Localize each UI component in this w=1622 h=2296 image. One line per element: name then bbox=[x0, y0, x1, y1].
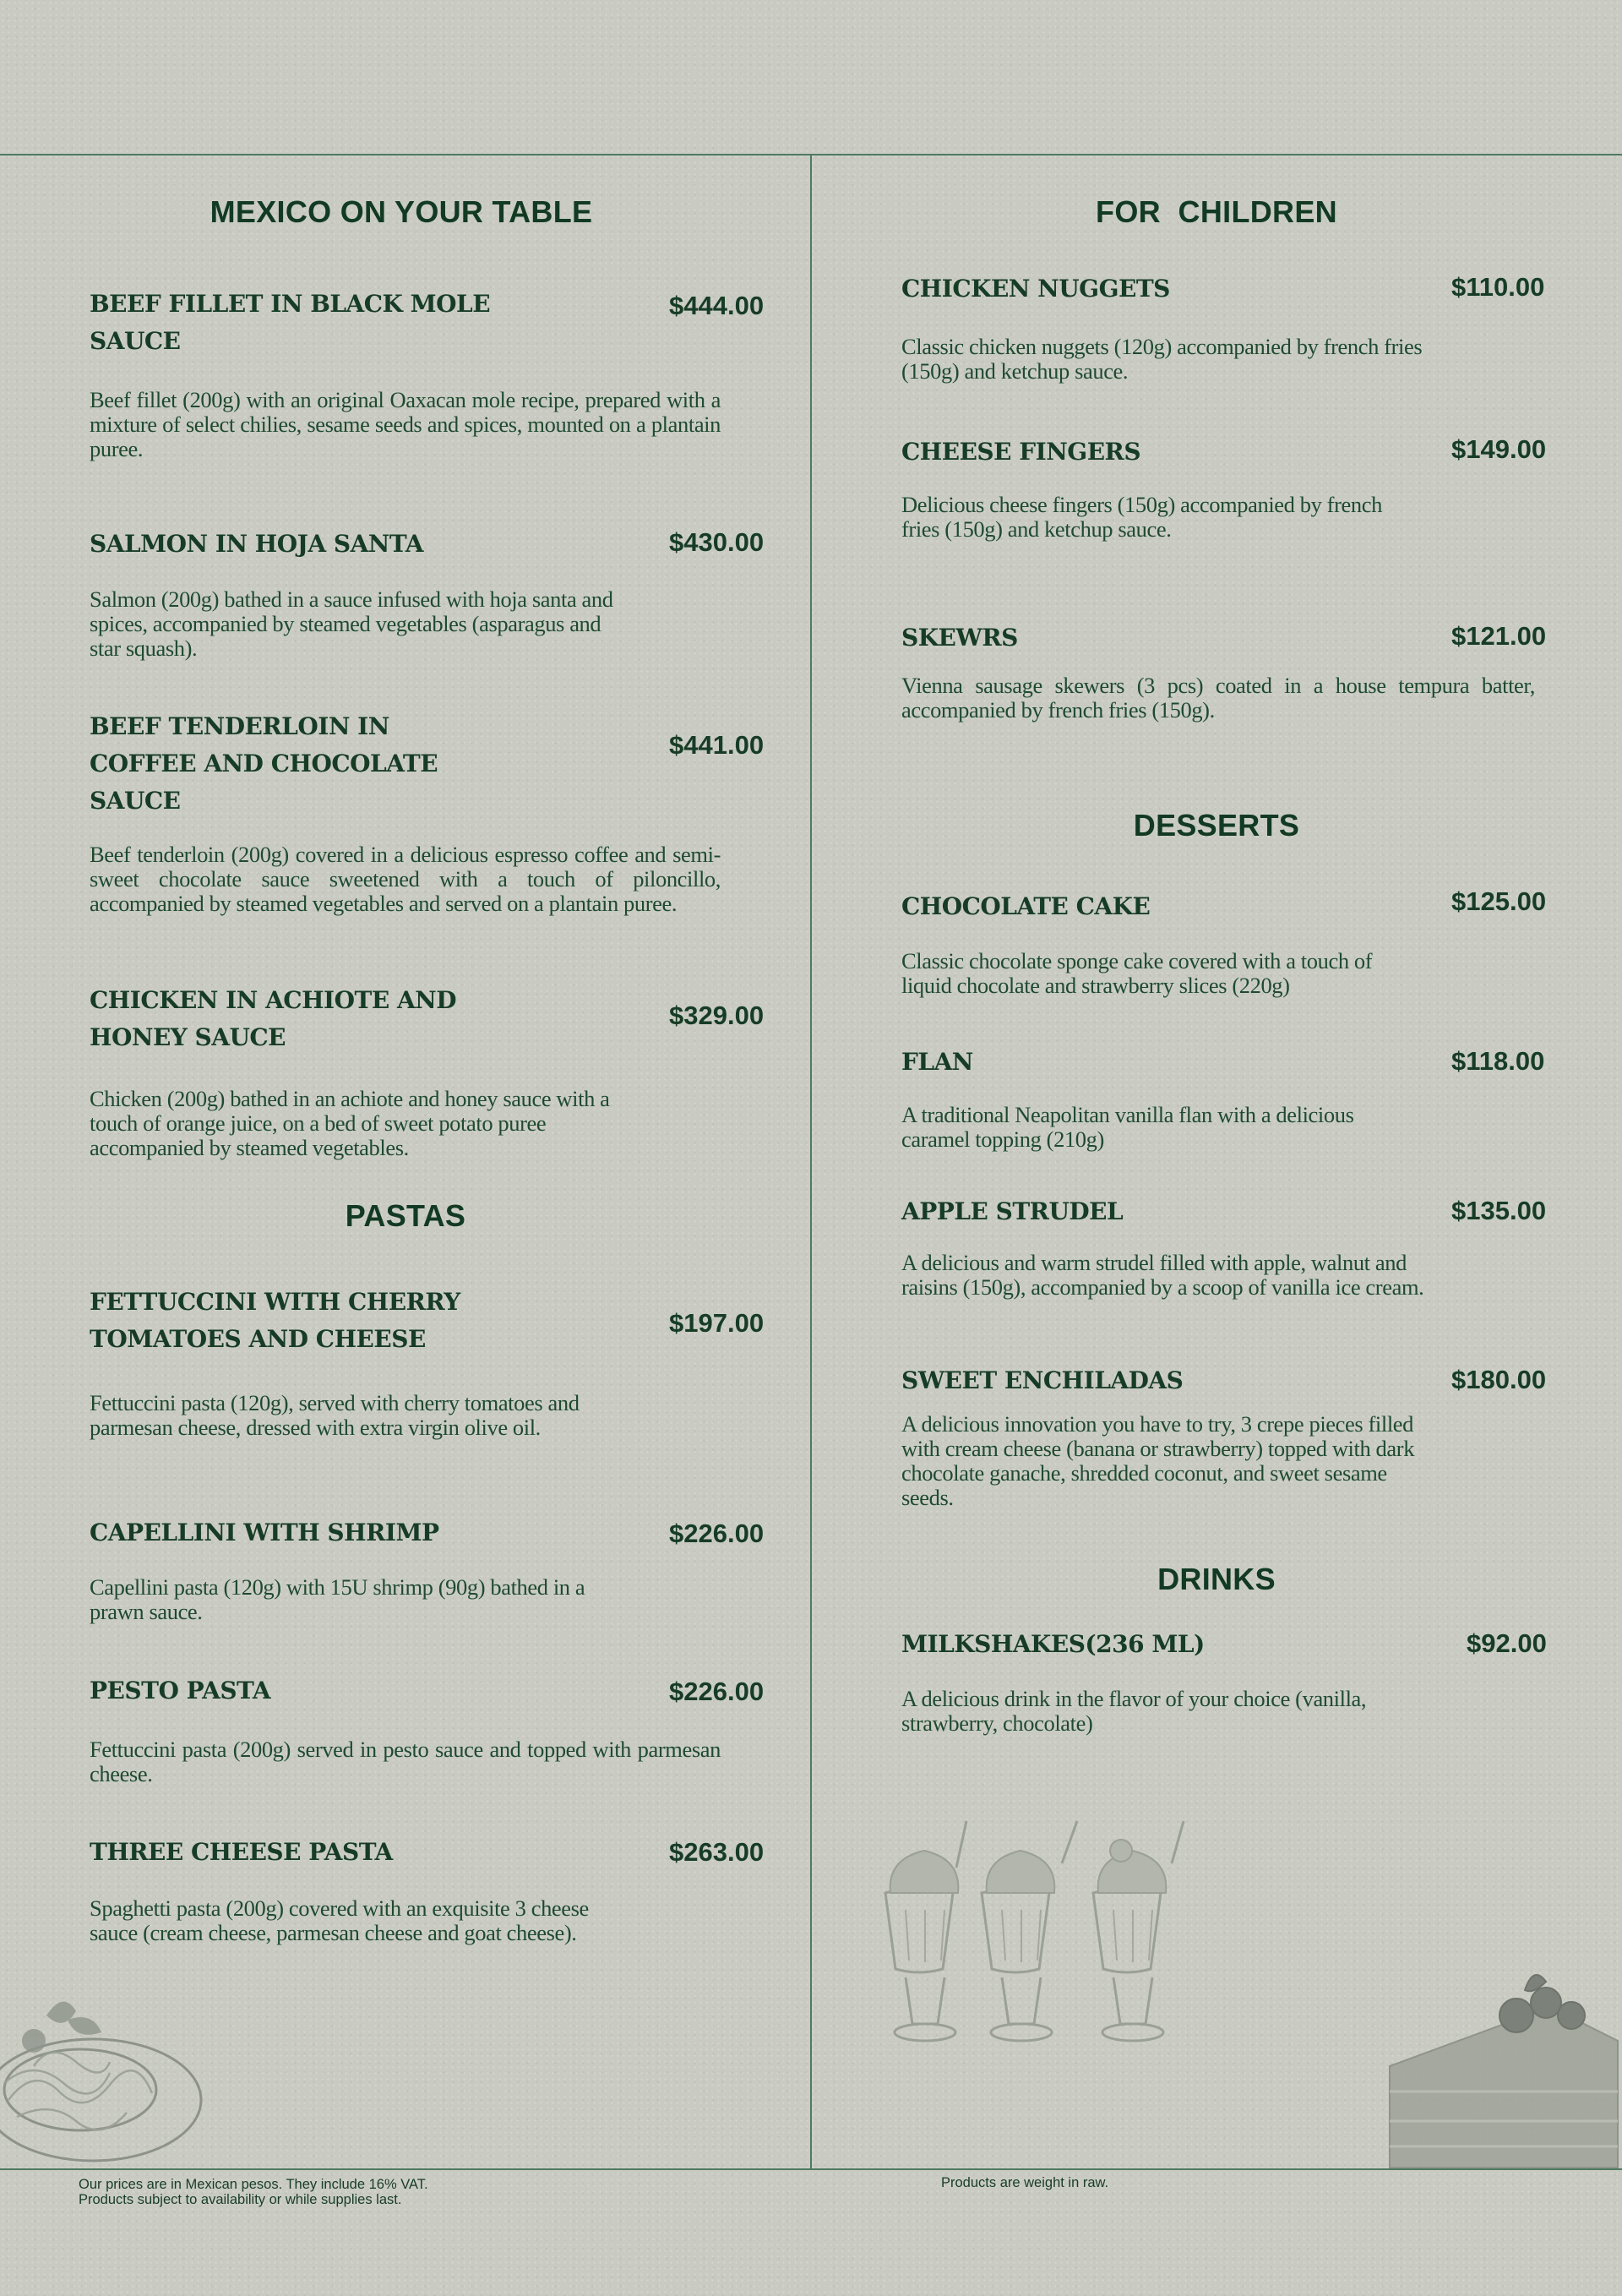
menu-item-price: $118.00 bbox=[1451, 1046, 1545, 1076]
menu-item-price: $135.00 bbox=[1451, 1196, 1547, 1225]
menu-item-description: Capellini pasta (120g) with 15U shrimp (90g) bathed in a prawn sauce. bbox=[90, 1574, 585, 1624]
menu-item-price: $197.00 bbox=[669, 1308, 765, 1338]
menu-item-description: Salmon (200g) bathed in a sauce infused with hoja santa and spices, accompanied by steamed vegetables (asparagus and star squash). bbox=[90, 586, 613, 661]
column-divider bbox=[810, 155, 812, 2170]
footer-note-weight: Products are weight in raw. bbox=[941, 2175, 1109, 2190]
menu-item-price: $226.00 bbox=[669, 1677, 765, 1706]
menu-item-name: FETTUCCINI WITH CHERRY TOMATOES AND CHEESE bbox=[90, 1288, 460, 1353]
menu-item-name: CHICKEN NUGGETS bbox=[901, 275, 1170, 303]
menu-item-price: $121.00 bbox=[1451, 621, 1547, 651]
menu-item-name: SWEET ENCHILADAS bbox=[901, 1366, 1184, 1394]
menu-item-description: Beef fillet (200g) with an original Oaxacan mole recipe, prepared with a mixture of select chilies, sesame seeds and spices, mounted on a plantain puree. bbox=[90, 387, 721, 461]
footer-note-prices: Our prices are in Mexican pesos. They include 16% VAT. bbox=[79, 2177, 428, 2192]
menu-item-description: Classic chocolate sponge cake covered with a touch of liquid chocolate and strawberry slices (220g) bbox=[901, 948, 1373, 998]
menu-item-name: MILKSHAKES(236 ML) bbox=[901, 1630, 1205, 1658]
menu-item-price: $149.00 bbox=[1451, 434, 1547, 464]
section-title-pastas: PASTAS bbox=[345, 1198, 466, 1233]
menu-item-description: A delicious innovation you have to try, 3 crepe pieces filled with cream cheese (banana or strawberry) topped with dark chocolate ganache, shredded coconut, and sweet sesame seeds. bbox=[901, 1411, 1415, 1510]
menu-item-name: FLAN bbox=[901, 1048, 973, 1076]
milkshakes-illustration bbox=[872, 1817, 1201, 2045]
menu-item-name: PESTO PASTA bbox=[90, 1677, 271, 1704]
menu-item-price: $180.00 bbox=[1451, 1365, 1547, 1394]
section-title-desserts: DESSERTS bbox=[1133, 808, 1300, 843]
menu-item-name: CHOCOLATE CAKE bbox=[901, 892, 1151, 920]
menu-item-description: Vienna sausage skewers (3 pcs) coated in a house tempura batter, accompanied by french fries (150g). bbox=[901, 673, 1535, 723]
menu-item-price: $430.00 bbox=[669, 527, 765, 557]
menu-item-description: Classic chicken nuggets (120g) accompanied by french fries (150g) and ketchup sauce. bbox=[901, 334, 1423, 384]
menu-item-description: Beef tenderloin (200g) covered in a delicious espresso coffee and semi-sweet chocolate sauce sweetened with a touch of piloncillo, accompanied by steamed vegetables and served on a plantain puree. bbox=[90, 842, 721, 916]
footer-note-availability: Products subject to availability or while supplies last. bbox=[79, 2192, 402, 2207]
menu-item-name: THREE CHEESE PASTA bbox=[90, 1838, 393, 1866]
section-title-mexico: MEXICO ON YOUR TABLE bbox=[210, 194, 593, 229]
menu-item-name: BEEF TENDERLOIN IN COFFEE AND CHOCOLATE SAUCE bbox=[90, 712, 438, 815]
menu-item-price: $444.00 bbox=[669, 291, 765, 320]
menu-item-description: A delicious and warm strudel filled with apple, walnut and raisins (150g), accompanied by a scoop of vanilla ice cream. bbox=[901, 1250, 1424, 1300]
menu-item-description: A delicious drink in the flavor of your choice (vanilla, strawberry, chocolate) bbox=[901, 1686, 1367, 1736]
pasta-plate-illustration bbox=[0, 1982, 211, 2176]
menu-item-description: Chicken (200g) bathed in an achiote and honey sauce with a touch of orange juice, on a bed of sweet potato puree accompanied by steamed vegetables. bbox=[90, 1086, 610, 1160]
menu-item-name: CAPELLINI WITH SHRIMP bbox=[90, 1519, 439, 1546]
menu-item-price: $226.00 bbox=[669, 1519, 765, 1548]
section-title-children: FOR CHILDREN bbox=[1096, 194, 1337, 229]
menu-item-name: BEEF FILLET IN BLACK MOLE SAUCE bbox=[90, 290, 491, 355]
menu-item-description: A traditional Neapolitan vanilla flan with a delicious caramel topping (210g) bbox=[901, 1102, 1354, 1152]
menu-item-name: CHEESE FINGERS bbox=[901, 438, 1141, 466]
menu-item-price: $441.00 bbox=[669, 730, 765, 760]
menu-item-name: SKEWRS bbox=[901, 624, 1018, 652]
menu-item-price: $263.00 bbox=[669, 1837, 765, 1867]
menu-item-description: Fettuccini pasta (120g), served with cherry tomatoes and parmesan cheese, dressed with extra virgin olive oil. bbox=[90, 1390, 580, 1440]
menu-item-price: $110.00 bbox=[1451, 272, 1545, 302]
cake-slice-illustration bbox=[1381, 1956, 1622, 2176]
menu-item-name: CHICKEN IN ACHIOTE AND HONEY SAUCE bbox=[90, 986, 457, 1051]
menu-item-description: Delicious cheese fingers (150g) accompanied by french fries (150g) and ketchup sauce. bbox=[901, 492, 1382, 542]
menu-item-description: Fettuccini pasta (200g) served in pesto sauce and topped with parmesan cheese. bbox=[90, 1737, 721, 1786]
menu-item-name: APPLE STRUDEL bbox=[901, 1197, 1124, 1225]
menu-item-price: $329.00 bbox=[669, 1001, 765, 1030]
menu-item-name: SALMON IN HOJA SANTA bbox=[90, 530, 423, 558]
menu-item-price: $125.00 bbox=[1451, 886, 1547, 916]
menu-item-price: $92.00 bbox=[1467, 1628, 1547, 1658]
section-title-drinks: DRINKS bbox=[1157, 1562, 1276, 1596]
menu-item-description: Spaghetti pasta (200g) covered with an exquisite 3 cheese sauce (cream cheese, parmesan cheese and goat cheese). bbox=[90, 1895, 589, 1945]
